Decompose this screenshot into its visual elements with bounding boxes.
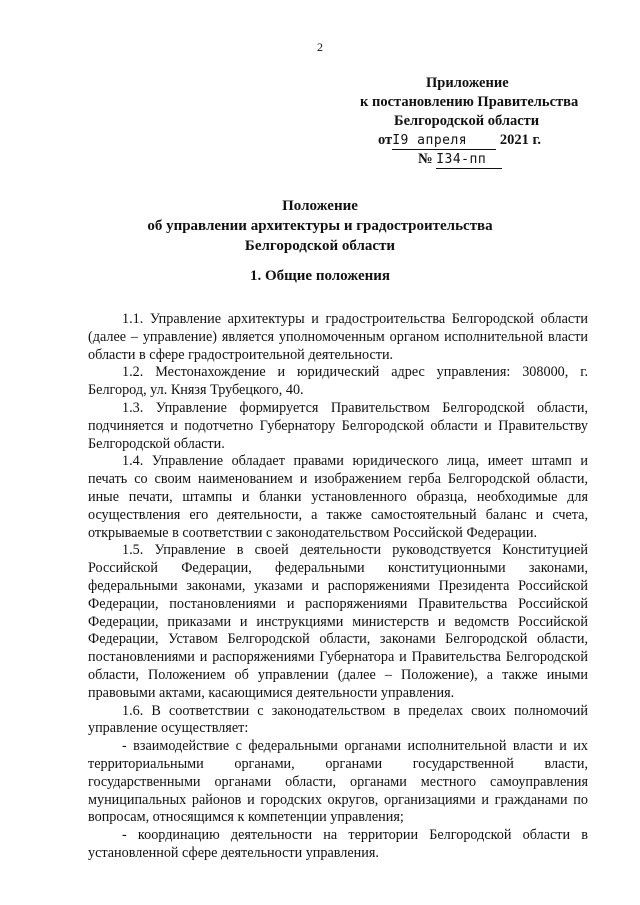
appendix-region-line: Белгородской области	[394, 113, 540, 129]
paragraph-1-6: 1.6. В соответствии с законодательством в пределах своих полномочий управление осуществляет:	[88, 702, 588, 737]
paragraph-1-2: 1.2. Местонахождение и юридический адрес управления: 308000, г. Белгород, ул. Князя Трубецкого, 40.	[88, 364, 588, 399]
paragraph-1-4: 1.4. Управление обладает правами юридического лица, имеет штамп и печать со своим наименованием и изображением герба Белгородской области, иные печати, штампы и бланки установленного образца, необходимые для осуществления его деятельности, а также самостоятельный баланс и счета, открываемые в соответствии с законодательством Российской Федерации.	[88, 453, 588, 541]
date-prefix: от	[378, 132, 393, 148]
date-year: 2021 г.	[499, 132, 542, 148]
number-prefix: №	[418, 151, 433, 167]
title-line-2: об управлении архитектуры и градостроительства	[147, 218, 493, 234]
appendix-date-line	[340, 131, 600, 150]
appendix-resolution-line: к постановлению Правительства	[360, 94, 579, 110]
title-line-3: Белгородской области	[244, 238, 396, 254]
list-item-interaction: - взаимодействие с федеральными органами исполнительной власти и их территориальными органами, органами государственной власти, государственными органами области, органами местного самоуправления муниципальных районов и городских округов, организациями и гражданами по вопросам, относящимся к компетенции управления;	[88, 738, 588, 826]
date-handwritten: I9 апреля	[392, 133, 496, 150]
appendix-number-line	[340, 150, 600, 169]
section-heading: 1. Общие положения	[249, 268, 391, 284]
page-number: 2	[317, 40, 323, 54]
paragraph-1-1: 1.1. Управление архитектуры и градостроительства Белгородской области (далее – управление) является уполномоченным органом исполнительной власти области в сфере градостроительной деятельности.	[88, 311, 588, 363]
number-handwritten: I34-пп	[436, 152, 502, 169]
paragraph-1-3: 1.3. Управление формируется Правительством Белгородской области, подчиняется и подотчетно Губернатору Белгородской области и Правительству Белгородской области.	[88, 399, 588, 452]
list-item-coordination: - координацию деятельности на территории Белгородской области в установленной сфере деятельности управления.	[88, 827, 588, 861]
paragraph-1-5: 1.5. Управление в своей деятельности руководствуется Конституцией Российской Федерации, федеральными конституционными законами, федеральными законами, указами и распоряжениями Президента Российской Федерации, постановлениями и распоряжениями Правительства Российской Федерации, приказами и инструкциями министерств и ведомств Российской Федерации, Уставом Белгородской области, законами Белгородской области, постановлениями и распоряжениями Губернатора и Правительства Белгородской области, Положением об управлении (далее – Положение), а также иными правовыми актами, касающимися деятельности управления.	[88, 542, 588, 701]
title-line-1: Положение	[282, 198, 358, 214]
document-title	[0, 196, 640, 256]
appendix-header	[340, 74, 600, 169]
document-body	[88, 311, 588, 863]
appendix-label: Приложение	[426, 75, 509, 91]
